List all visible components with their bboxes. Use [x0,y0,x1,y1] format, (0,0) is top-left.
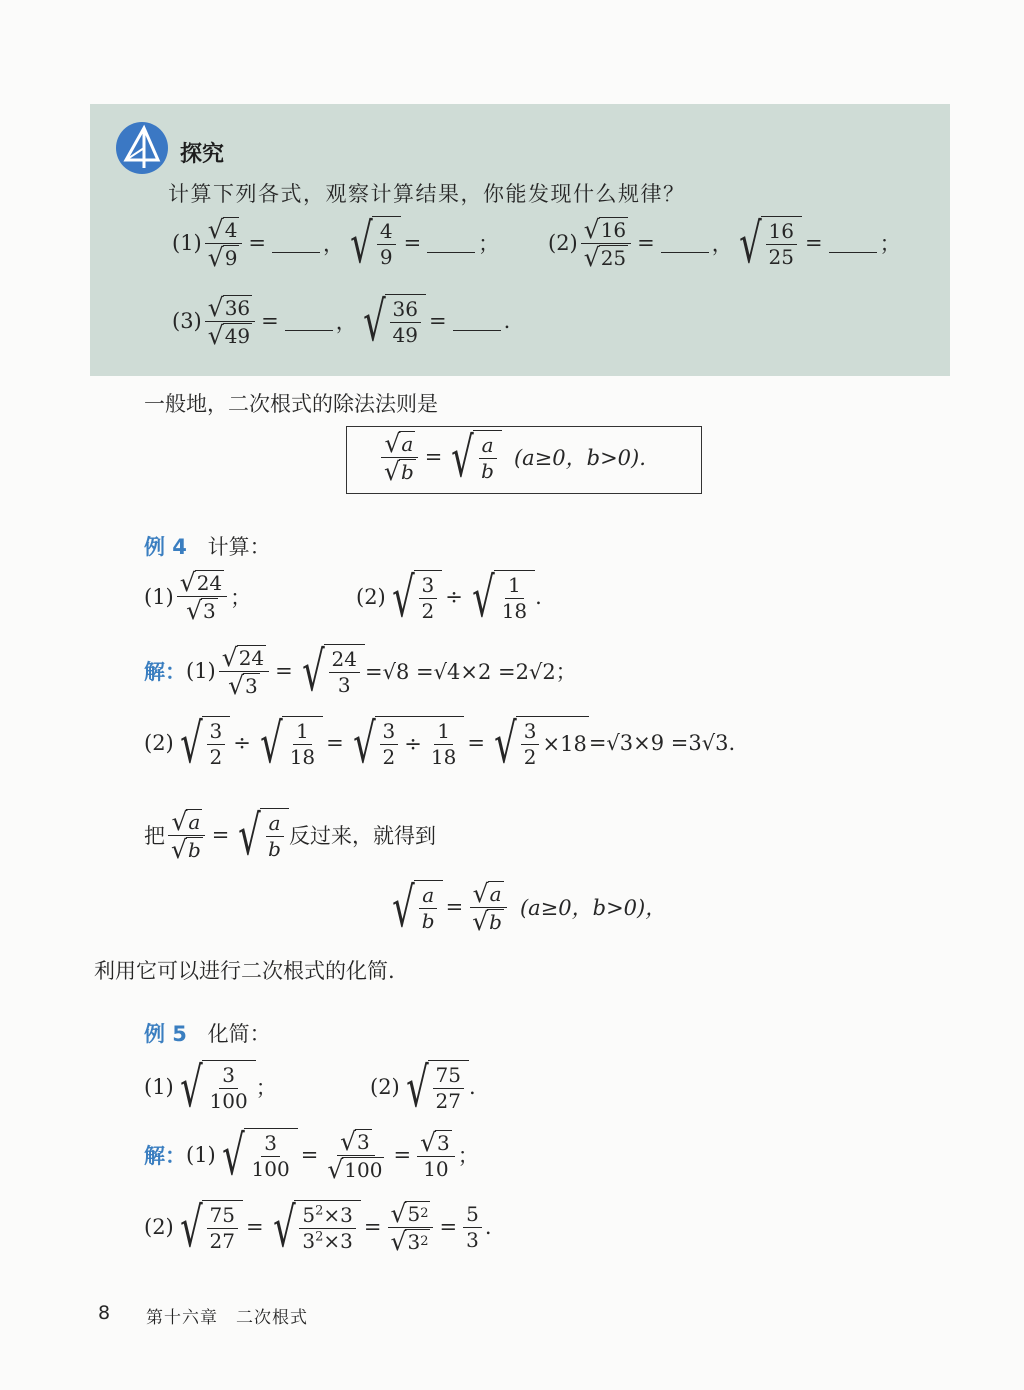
example4-label: 例 4 [144,535,187,559]
rule-intro: 一般地，二次根式的除法法则是 [144,392,438,416]
rule-condition: (a≥0，b>0). [513,446,646,471]
explore-item-3: (3) √ 36 √ 49 = ， √ $\frac{36}{49}$ = . [172,289,511,353]
example5-heading [144,1018,271,1048]
example4-heading [144,531,271,561]
example5-instruction: 化简： [207,1022,271,1046]
fraction: √ 4 √ 9 [205,217,243,270]
answer-blank [453,312,501,331]
answer-blank [427,234,475,253]
page-number: 8 [98,1302,111,1324]
answer-blank [272,234,320,253]
explore-logo-icon [114,120,170,176]
answer-blank [285,312,333,331]
example4-instruction: 计算： [207,535,271,559]
example4-solution-2: (2) √ $\frac{3}{2}$ ÷ √ $\frac{1}{18}$ = √ $\frac{3}{2}$ ÷ $\frac{1}{18}$ = √ $\frac{3}{2}$ ×18 =√3×9 =3√3. [144,711,736,775]
example4-q2: (2) √ $\frac{3}{2}$ ÷ √ $\frac{1}{18}$ . [356,565,542,629]
example5-solution-2: (2) √ $\frac{75}{27}$ = √ $\frac{5^2\times 3}{3^2\times 3}$ = √ 5 2 √ 3 2 = $\frac{5}{3}$ . [144,1195,492,1259]
example4-q1: (1) √ 24 √ 3 ； [144,568,252,625]
example5-solution-label: 解： [144,1144,186,1169]
fraction: √ 36 √ 49 [205,295,255,348]
answer-blank [829,234,877,253]
explore-prompt: 计算下列各式，观察计算结果，你能发现什么规律？ [168,182,686,206]
example5-label: 例 5 [144,1022,187,1046]
reverse-condition: (a≥0，b>0)， [519,896,667,921]
example4-solution-label: 解： [144,660,186,685]
explore-item-1: (1) √ 4 √ 9 = ， √ $\frac{4}{9}$ = ； [172,211,500,275]
explore-item-2: (2) √ 16 √ 25 = ， √ $\frac{16}{25}$ = ； [548,211,901,275]
example4-solution-1: 解： (1) √ 24 √ 3 = √ $\frac{24}{3}$ =√8 =√4×2 =2√2； [144,639,577,703]
reverse-usage: 利用它可以进行二次根式的化简. [94,959,395,983]
reverse-intro: 把 √ a √ b = √ $\frac{a}{b}$ 反过来，就得到 [144,803,436,867]
chapter-title: 第十六章 二次根式 [146,1308,308,1328]
answer-blank [661,234,709,253]
explore-title: 探究 [180,141,225,167]
item-label: (2) [548,231,578,256]
example5-q1: (1) √ $\frac{3}{100}$ ； [144,1055,277,1119]
rule-formula: √ a √ b = √ $\frac{a}{b}$ (a≥0，b>0). [378,430,646,485]
reverse-formula: √ $\frac{a}{b}$ = √ a √ b (a≥0，b>0)， [392,875,667,939]
fraction: √ 16 √ 25 [581,217,631,270]
item-label: (1) [172,231,202,256]
item-label: (3) [172,309,202,334]
example5-q2: (2) √ $\frac{75}{27}$ . [370,1055,476,1119]
example5-solution-1: 解： (1) √ $\frac{3}{100}$ = √ 3 √ 100 = √ 3 10 ； [144,1123,479,1187]
